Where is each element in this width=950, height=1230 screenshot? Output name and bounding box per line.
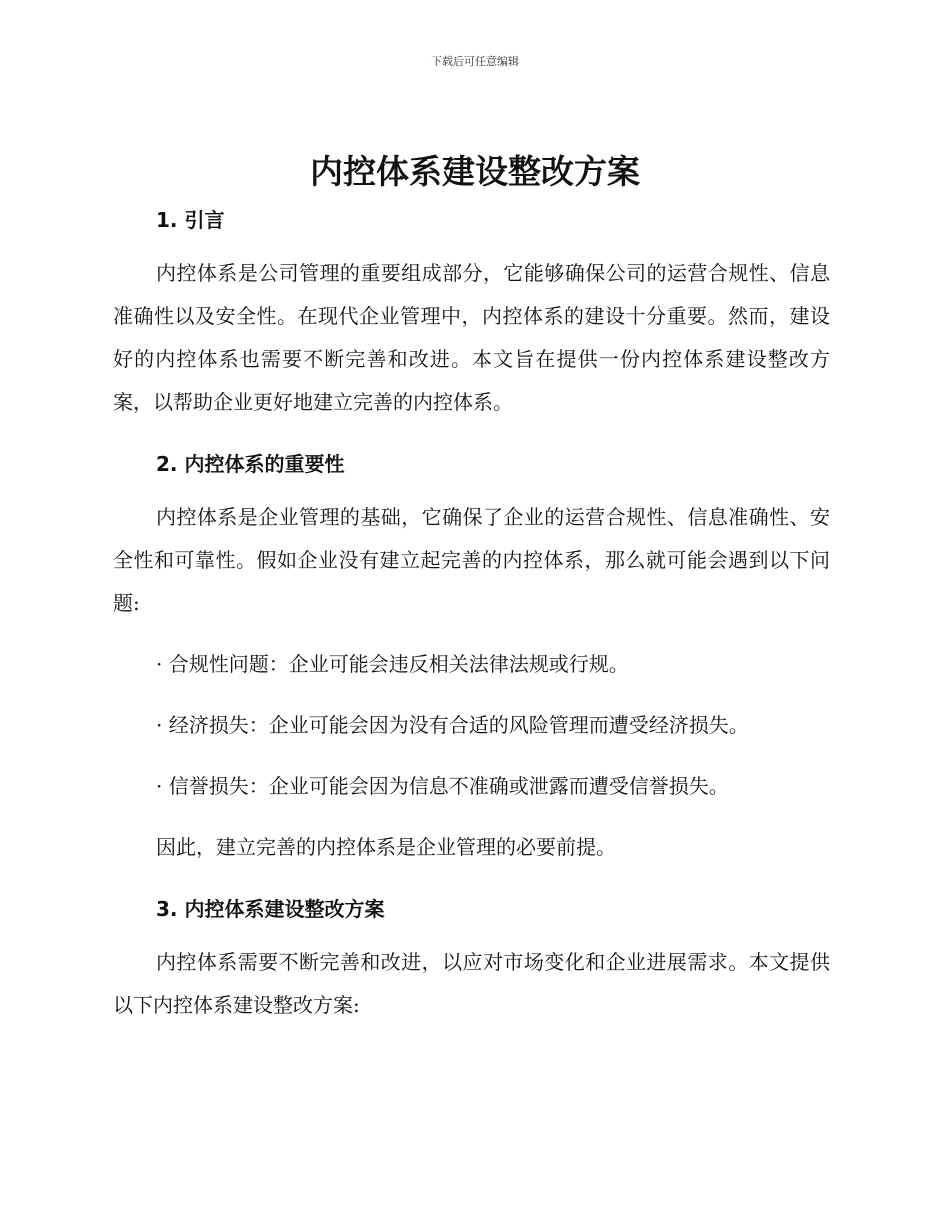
page-header-note: 下载后可任意编辑 — [431, 55, 519, 68]
bullet-item-economic-loss: · 经济损失：企业可能会因为没有合适的风险管理而遭受经济损失。 — [156, 713, 749, 737]
section-heading-introduction: 1. 引言 — [156, 208, 225, 232]
bullet-item-compliance: · 合规性问题：企业可能会违反相关法律法规或行规。 — [156, 652, 629, 676]
section-heading-importance: 2. 内控体系的重要性 — [156, 452, 345, 476]
document-title: 内控体系建设整改方案 — [310, 152, 640, 191]
importance-conclusion: 因此，建立完善的内控体系是企业管理的必要前提。 — [156, 835, 616, 859]
introduction-paragraph: 内控体系是公司管理的重要组成部分，它能够确保公司的运营合规性、信息准确性以及安全性。在现代企业管理中，内控体系的建设十分重要。然而，建设好的内控体系也需要不断完善和改进。本文旨在提供一份内控体系建设整改方案，以帮助企业更好地建立完善的内控体系。 — [113, 261, 830, 414]
importance-paragraph: 内控体系是企业管理的基础，它确保了企业的运营合规性、信息准确性、安全性和可靠性。假如企业没有建立起完善的内控体系，那么就可能会遇到以下问题: — [113, 505, 830, 615]
plan-paragraph: 内控体系需要不断完善和改进，以应对市场变化和企业进展需求。本文提供以下内控体系建设整改方案: — [113, 950, 830, 1017]
section-heading-plan: 3. 内控体系建设整改方案 — [156, 897, 385, 921]
bullet-item-reputation-loss: · 信誉损失：企业可能会因为信息不准确或泄露而遭受信誉损失。 — [156, 774, 729, 798]
document-body — [113, 200, 830, 1027]
